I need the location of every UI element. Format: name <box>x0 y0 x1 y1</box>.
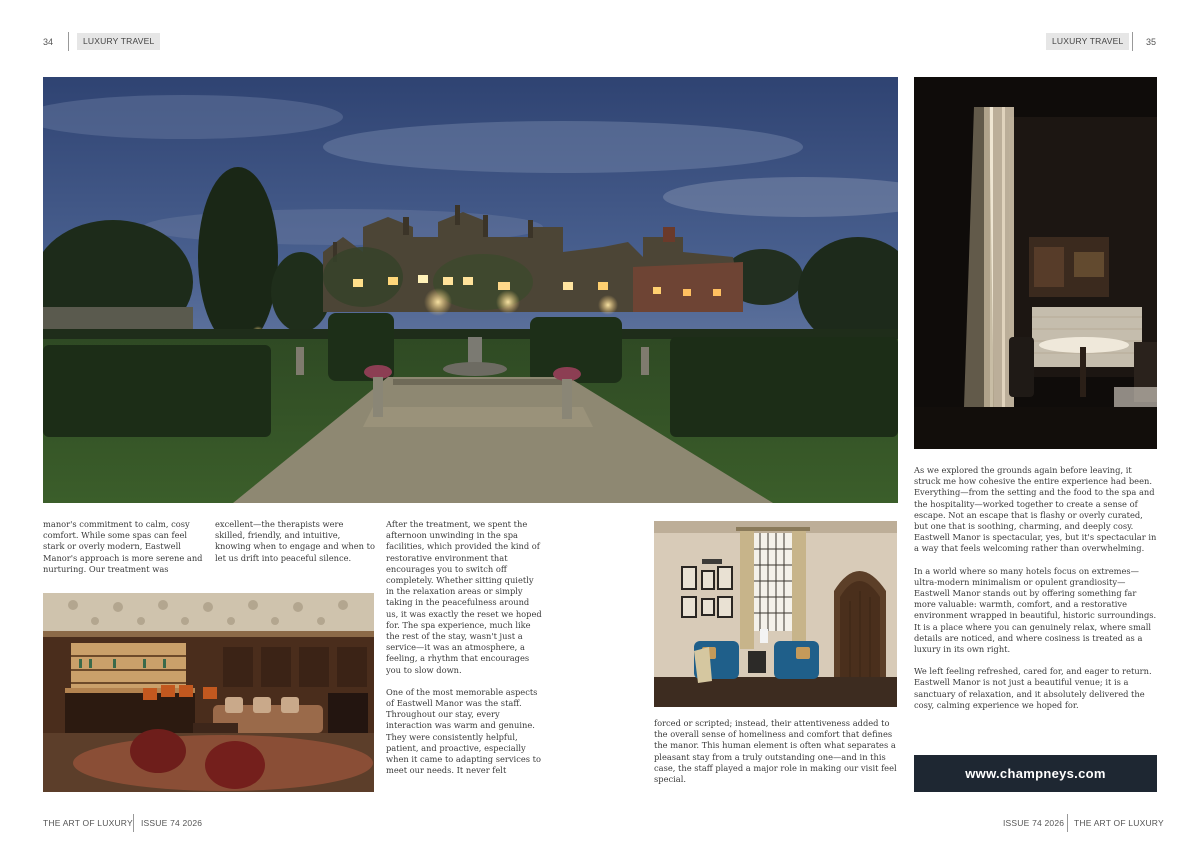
article-column-2 <box>215 519 375 564</box>
article-paragraph: After the treatment, we spent the afternoon unwinding in the spa facilities, which provided the kind of restorative environment that encourages you to switch off completely. Whether sitting quietly in the relaxation areas or simply taking in the peacefulness around us, it was exactly the reset we hoped for. The spa experience, much like the rest of the stay, wasn't just a service—it was an atmosphere, a feeling, a rhythm that encourages you to slow down. <box>386 519 542 675</box>
article-paragraph: manor's commitment to calm, cosy comfort. While some spas can feel stark or overly modern, Eastwell Manor's approach is more serene and nurturing. Our treatment was <box>43 519 203 574</box>
footer-divider-right <box>1067 814 1068 832</box>
article-paragraph: We left feeling refreshed, cared for, and eager to return. Eastwell Manor is not just a beautiful venue; it is a sanctuary of relaxation, and it absolutely delivered the cosy, calming experience we hoped for. <box>914 666 1152 710</box>
left-page-number: 34 <box>43 37 54 47</box>
article-column-5 <box>914 465 1157 711</box>
website-link-button[interactable]: www.champneys.com <box>914 755 1157 792</box>
manor-exterior-photo <box>43 77 898 503</box>
article-column-3 <box>386 519 543 776</box>
left-section-tag: LUXURY TRAVEL <box>77 33 160 50</box>
article-paragraph: One of the most memorable aspects of Eastwell Manor was the staff. Throughout our stay, every interaction was warm and genuine. They were consistently helpful, patient, and proactive, especially when it came to adapting services to meet our needs. It never felt <box>386 686 541 776</box>
header-divider-left <box>68 32 69 51</box>
lounge-bar-photo <box>43 593 374 792</box>
footer-right-magazine: THE ART OF LUXURY <box>1074 818 1164 828</box>
article-paragraph: excellent—the therapists were skilled, friendly, and intuitive, knowing when to engage and when to let us drift into peaceful silence. <box>215 519 375 563</box>
dining-room-photo <box>914 77 1157 449</box>
hallway-photo <box>654 521 897 707</box>
right-page-number: 35 <box>1146 37 1157 47</box>
article-paragraph: forced or scripted; instead, their attentiveness added to the overall sense of homeliness and comfort that defines the manor. This human element is often what separates a pleasant stay from a truly outstanding one—and in this case, the staff played a major role in making our visit feel special. <box>654 718 897 785</box>
article-paragraph: As we explored the grounds again before leaving, it struck me how cohesive the entire experience had been. Everything—from the setting and the food to the spa and the hospitality—worked together to create a sense of escape. Not an escape that is flashy or overly curated, but one that is soothing, charming, and deeply cosy. Eastwell Manor is spectacular, yes, but it's spectacular in a way that feels welcoming rather than overwhelming. <box>914 465 1157 554</box>
article-column-4 <box>654 718 897 785</box>
footer-divider-left <box>133 814 134 832</box>
footer-left-magazine: THE ART OF LUXURY <box>43 818 133 828</box>
header-divider-right <box>1132 32 1133 51</box>
right-section-tag: LUXURY TRAVEL <box>1046 33 1129 50</box>
article-column-1 <box>43 519 203 575</box>
footer-right-issue: ISSUE 74 2026 <box>1003 818 1065 828</box>
footer-left-issue: ISSUE 74 2026 <box>141 818 203 828</box>
article-paragraph: In a world where so many hotels focus on extremes—ultra-modern minimalism or opulent grandiosity—Eastwell Manor stands out by offering something far more valuable: warmth, comfort, and a restorative environment wrapped in beautiful, historic surroundings. It is a place where you can genuinely relax, where small details are noticed, and where cosiness is treated as a luxury in its own right. <box>914 565 1157 655</box>
